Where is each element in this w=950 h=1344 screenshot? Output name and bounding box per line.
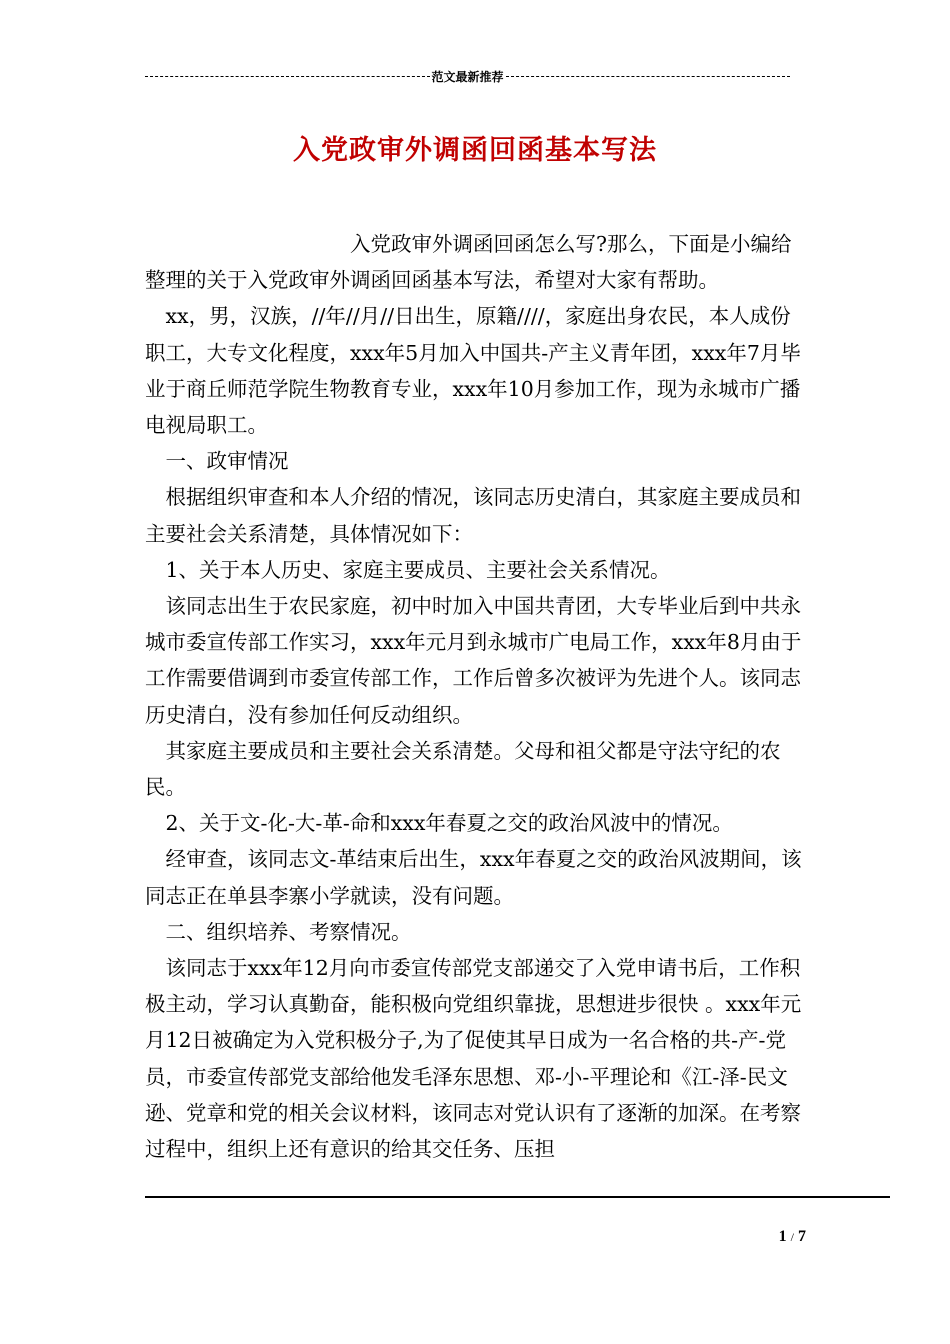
paragraph: 经审查，该同志文-革结束后出生，xxx年春夏之交的政治风波期间，该同志正在单县李寨小学就读，没有问题。 (145, 847, 802, 908)
page-separator: / (790, 1230, 794, 1244)
section-heading-training: 二、组织培养、考察情况。 (165, 919, 412, 944)
document-body (145, 226, 810, 1167)
page-number (700, 1228, 806, 1246)
page-current: 1 (778, 1228, 787, 1245)
subsection-heading: 2、关于文-化-大-革-命和xxx年春夏之交的政治风波中的情况。 (165, 811, 733, 836)
header-divider-left (145, 76, 430, 77)
page-header (145, 66, 790, 86)
header-label: 范文最新推荐 (431, 69, 504, 84)
footer-divider (145, 1196, 890, 1198)
paragraph-intro: 入党政审外调函回函怎么写?那么，下面是小编给整理的关于入党政审外调函回函基本写法，希望对大家有帮助。 (145, 232, 792, 293)
section-heading-political-review: 一、政审情况 (165, 449, 289, 474)
paragraph: 该同志出生于农民家庭，初中时加入中国共青团，大专毕业后到中共永城市委宣传部工作实习，xxx年元月到永城市广电局工作，xxx年8月由于工作需要借调到市委宣传部工作，工作后曾多次被评为先进个人。该同志历史清白，没有参加任何反动组织。 (145, 594, 802, 727)
subsection-heading: 1、关于本人历史、家庭主要成员、主要社会关系情况。 (165, 557, 671, 582)
paragraph-personal-info: xx，男，汉族，//年//月//日出生，原籍////，家庭出身农民，本人成份职工，大专文化程度，xxx年5月加入中国共-产主义青年团，xxx年7月毕业于商丘师范学院生物教育专业，xxx年10月参加工作，现为永城市广播电视局职工。 (145, 304, 801, 438)
document-title: 入党政审外调函回函基本写法 (293, 135, 657, 166)
paragraph: 根据组织审查和本人介绍的情况，该同志历史清白，其家庭主要成员和主要社会关系清楚，具体情况如下： (145, 485, 801, 546)
header-divider-right (506, 76, 791, 77)
paragraph: 该同志于xxx年12月向市委宣传部党支部递交了入党申请书后，工作积极主动，学习认真勤奋，能积极向党组织靠拢，思想进步很快 。xxx年元月12日被确定为入党积极分子,为了促使其早日成为一名合格的共-产-党员，市委宣传部党支部给他发毛泽东思想、邓-小-平理论和《江-泽-民文逊、党章和党的相关会议材料，该同志对党认识有了逐渐的加深。在考察过程中，组织上还有意识的给其交任务、压担 (145, 956, 802, 1162)
page-total: 7 (798, 1228, 806, 1245)
paragraph: 其家庭主要成员和主要社会关系清楚。父母和祖父都是守法守纪的农民。 (145, 738, 781, 800)
